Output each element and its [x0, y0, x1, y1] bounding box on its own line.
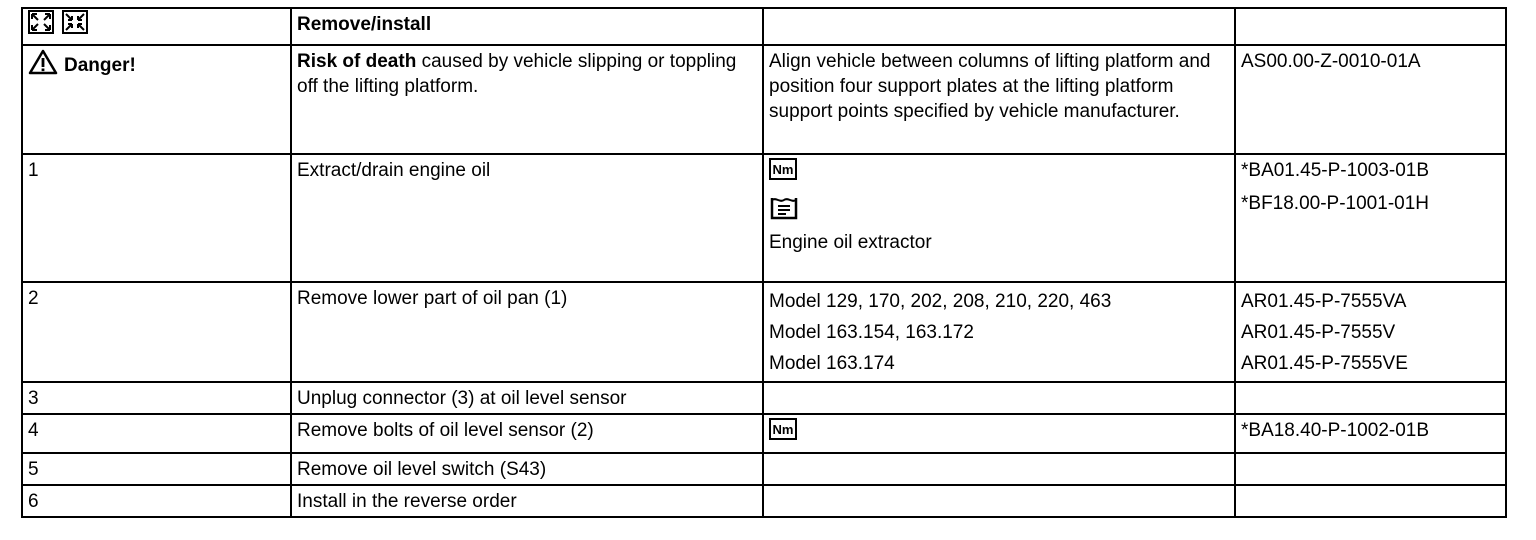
ref-link[interactable]: *BA01.45-P-1003-01B — [1241, 160, 1430, 181]
risk-bold: Risk of death — [297, 51, 417, 72]
table-row — [22, 154, 1506, 282]
svg-text:Nm: Nm — [772, 162, 794, 177]
model-item: Model 129, 170, 202, 208, 210, 220, 463 — [769, 291, 1112, 312]
table-row — [22, 382, 1506, 414]
step-number: 1 — [22, 154, 291, 282]
header-col4 — [1235, 8, 1506, 45]
step-number: 4 — [22, 414, 291, 453]
danger-ref[interactable]: AS00.00-Z-0010-01A — [1235, 45, 1506, 154]
svg-text:Nm: Nm — [772, 422, 794, 437]
ref-link[interactable]: *BF18.00-P-1001-01H — [1241, 193, 1429, 214]
step-action: Unplug connector (3) at oil level sensor — [291, 382, 763, 414]
header-row — [22, 8, 1506, 45]
step-action: Remove oil level switch (S43) — [291, 453, 763, 485]
collapse-arrows-icon[interactable] — [62, 10, 88, 41]
risk-text: caused by vehicle slipping or toppling off the lifting platform. — [297, 51, 737, 97]
step-refs — [1235, 282, 1506, 382]
step-models — [763, 282, 1235, 382]
table-row — [22, 453, 1506, 485]
model-item: Model 163.154, 163.172 — [769, 322, 974, 343]
danger-row — [22, 45, 1506, 154]
header-col3 — [763, 8, 1235, 45]
torque-nm-icon[interactable] — [769, 158, 797, 189]
table-row — [22, 485, 1506, 517]
expand-arrows-icon[interactable] — [28, 10, 54, 41]
danger-measure: Align vehicle between columns of lifting platform and position four support plates at the lifting platform support points specified by vehicle manufacturer. — [763, 45, 1235, 154]
table-row — [22, 282, 1506, 382]
step-details — [763, 154, 1235, 282]
step-action: Remove lower part of oil pan (1) — [291, 282, 763, 382]
step-action: Extract/drain engine oil — [291, 154, 763, 282]
model-item: Model 163.174 — [769, 353, 895, 374]
torque-nm-icon[interactable] — [769, 418, 797, 447]
danger-cell — [22, 45, 291, 154]
ref-link[interactable]: AR01.45-P-7555V — [1241, 322, 1396, 343]
warning-triangle-icon — [28, 49, 58, 82]
header-title: Remove/install — [291, 8, 763, 45]
step-action: Install in the reverse order — [291, 485, 763, 517]
ref-link[interactable]: AR01.45-P-7555VA — [1241, 291, 1407, 312]
procedure-table — [21, 7, 1507, 518]
header-icons-cell — [22, 8, 291, 45]
danger-label: Danger! — [64, 55, 136, 76]
step-details — [763, 414, 1235, 453]
table-row — [22, 414, 1506, 453]
step-number: 6 — [22, 485, 291, 517]
oil-container-icon[interactable] — [769, 194, 799, 230]
ref-link[interactable]: *BA18.40-P-1002-01B — [1235, 414, 1506, 453]
step-number: 3 — [22, 382, 291, 414]
step-refs — [1235, 154, 1506, 282]
step-number: 5 — [22, 453, 291, 485]
danger-risk — [291, 45, 763, 154]
step-action: Remove bolts of oil level sensor (2) — [291, 414, 763, 453]
step-note: Engine oil extractor — [769, 232, 932, 253]
step-number: 2 — [22, 282, 291, 382]
ref-link[interactable]: AR01.45-P-7555VE — [1241, 353, 1408, 374]
